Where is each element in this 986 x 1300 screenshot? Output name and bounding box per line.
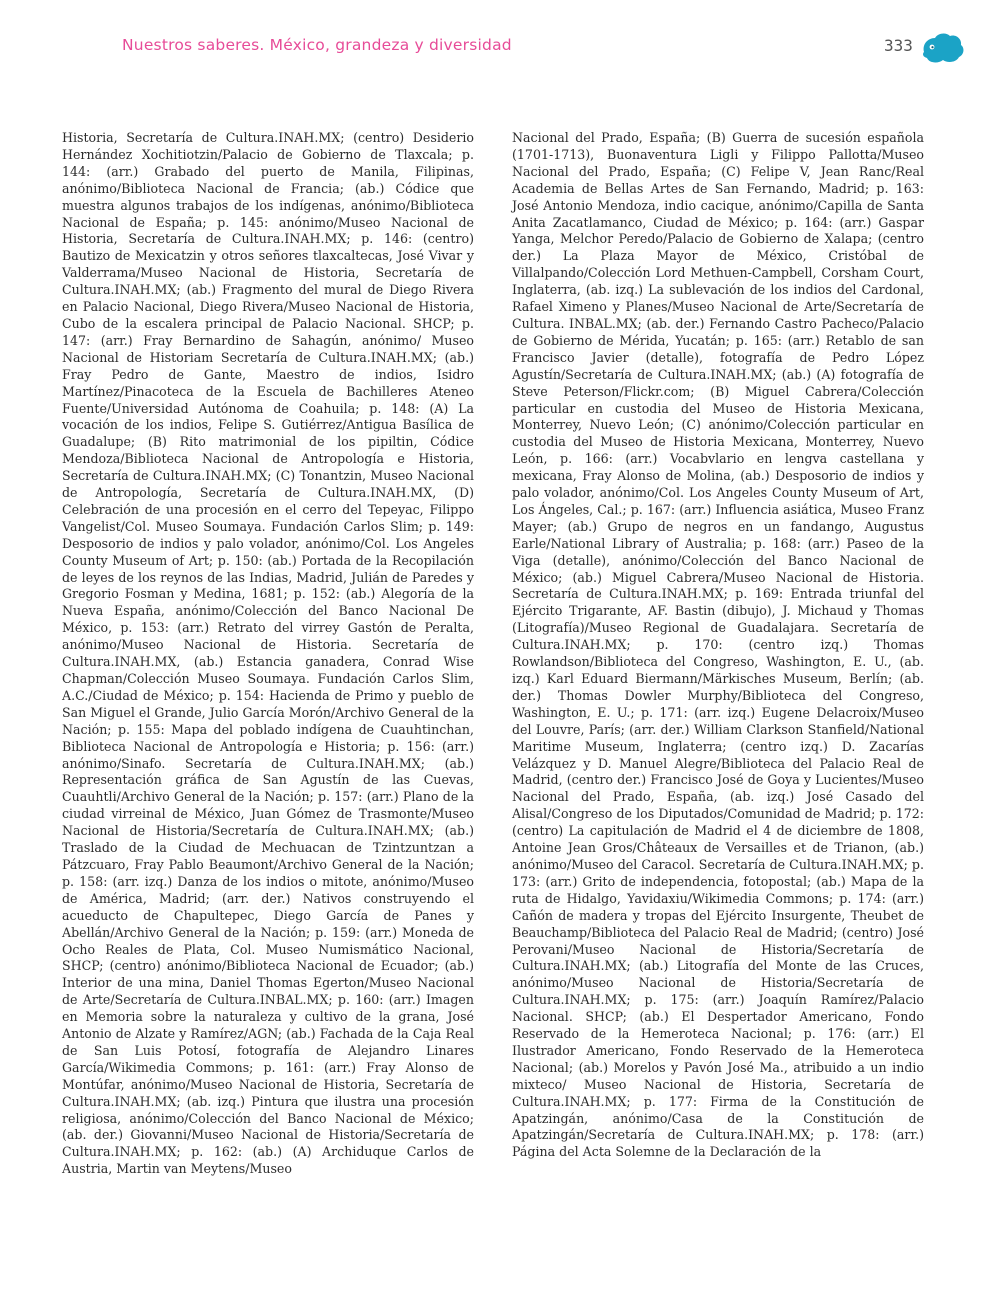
left-credits-column <box>62 130 474 1178</box>
right-credits-column <box>512 130 924 1161</box>
page-number: 333 <box>884 36 913 55</box>
blue-blob-icon <box>918 30 966 66</box>
running-header-title: Nuestros saberes. México, grandeza y diversidad <box>122 36 512 54</box>
left-credits-text: Historia, Secretaría de Cultura.INAH.MX; (centro) Desiderio Hernández Xochitiotzin/Palacio de Gobierno de Tlaxcala; p. 144: (arr.) Grabado del puerto de Manila, Filipinas, anónimo/Biblioteca Nacional de Francia; (ab.) Códice que muestra algunos trabajos de los indígenas, anónimo/Biblioteca Nacional de España; p. 145: anónimo/Museo Nacional de Historia, Secretaría de Cultura.INAH.MX; p. 146: (centro) Bautizo de Mexicatzin y otros señores tlaxcaltecas, José Vivar y Valderrama/Museo Nacional de Historia, Secretaría de Cultura.INAH.MX; (ab.) Fragmento del mural de Diego Rivera en Palacio Nacional, Diego Rivera/Museo Nacional de Historia, Cubo de la escalera principal de Palacio Nacional. SHCP; p. 147: (arr.) Fray Bernardino de Sahagún, anónimo/ Museo Nacional de Historiam Secretaría de Cultura.INAH.MX; (ab.) Fray Pedro de Gante, Maestro de indios, Isidro Martínez/Pinacoteca de la Escuela de Bachilleres Ateneo Fuente/Universidad Autónoma de Coahuila; p. 148: (A) La vocación de los indios, Felipe S. Gutiérrez/Antigua Basílica de Guadalupe; (B) Rito matrimonial de los pipiltin, Códice Mendoza/Biblioteca Nacional de Antropología e Historia, Secretaría de Cultura.INAH.MX; (C) Tonantzin, Museo Nacional de Antropología, Secretaría de Cultura.INAH.MX, (D) Celebración de una procesión en el cerro del Tepeyac, Filippo Vangelist/Col. Museo Soumaya. Fundación Carlos Slim; p. 149: Desposorio de indios y palo volador, anónimo/Col. Los Angeles County Museum of Art; p. 150: (ab.) Portada de la Recopilación de leyes de los reynos de las Indias, Madrid, Julián de Paredes y Gregorio Fosman y Medina, 1681; p. 152: (ab.) Alegoría de la Nueva España, anónimo/Colección del Banco Nacional De México, p. 153: (arr.) Retrato del virrey Gastón de Peralta, anónimo/Museo Nacional de Historia. Secretaría de Cultura.INAH.MX, (ab.) Estancia ganadera, Conrad Wise Chapman/Colección Museo Soumaya. Fundación Carlos Slim, A.C./Ciudad de México; p. 154: Hacienda de Primo y pueblo de San Miguel el Grande, Julio García Morón/Archivo General de la Nación; p. 155: Mapa del poblado indígena de Cuauhtinchan, Biblioteca Nacional de Antropología e Historia; p. 156: (arr.) anónimo/Sinafo. Secretaría de Cultura.INAH.MX; (ab.) Representación gráfica de San Agustín de las Cuevas, Cuauhtli/Archivo General de la Nación; p. 157: (arr.) Plano de la ciudad virreinal de México, Juan Gómez de Trasmonte/Museo Nacional de Historia/Secretaría de Cultura.INAH.MX; (ab.) Traslado de la Ciudad de Mechuacan de Tzintzuntzan a Pátzcuaro, Fray Pablo Beaumont/Archivo General de la Nación; p. 158: (arr. izq.) Danza de los indios o mitote, anónimo/Museo de América, Madrid; (arr. der.) Nativos construyendo el acueducto de Chapultepec, Diego García de Panes y Abellán/Archivo General de la Nación; p. 159: (arr.) Moneda de Ocho Reales de Plata, Col. Museo Numismático Nacional, SHCP; (centro) anónimo/Biblioteca Nacional de Ecuador; (ab.) Interior de una mina, Daniel Thomas Egerton/Museo Nacional de Arte/Secretaría de Cultura.INBAL.MX; p. 160: (arr.) Imagen en Memoria sobre la naturaleza y cultivo de la grana, José Antonio de Alzate y Ramírez/AGN; (ab.) Fachada de la Caja Real de San Luis Potosí, fotografía de Alejandro Linares García/Wikimedia Commons; p. 161: (arr.) Fray Alonso de Montúfar, anónimo/Museo Nacional de Historia, Secretaría de Cultura.INAH.MX; (ab. izq.) Pintura que ilustra una procesión religiosa, anónimo/Colección del Banco Nacional de México; (ab. der.) Giovanni/Museo Nacional de Historia/Secretaría de Cultura.INAH.MX; p. 162: (ab.) (A) Archiduque Carlos de Austria, Martin van Meytens/Museo <box>62 130 474 1177</box>
right-credits-text: Nacional del Prado, España; (B) Guerra de sucesión española (1701-1713), Buonaventura Ligli y Filippo Pallotta/Museo Nacional del Prado, España; (C) Felipe V, Jean Ranc/Real Academia de Bellas Artes de San Fernando, Madrid; p. 163: José Antonio Mendoza, indio cacique, anónimo/Capilla de Santa Anita Zacatlamanco, Ciudad de México; p. 164: (arr.) Gaspar Yanga, Melchor Peredo/Palacio de Gobierno de Xalapa; (centro der.) La Plaza Mayor de México, Cristóbal de Villalpando/Colección Lord Methuen-Campbell, Corsham Court, Inglaterra, (ab. izq.) La sublevación de los indios del Cardonal, Rafael Ximeno y Planes/Museo Nacional de Arte/Secretaría de Cultura. INBAL.MX; (ab. der.) Fernando Castro Pacheco/Palacio de Gobierno de Mérida, Yucatán; p. 165: (arr.) Retablo de san Francisco Javier (detalle), fotografía de Pedro López Agustín/Secretaría de Cultura.INAH.MX; (ab.) (A) fotografía de Steve Peterson/Flickr.com; (B) Miguel Cabrera/Colección particular en custodia del Museo de Historia Mexicana, Monterrey, Nuevo León; (C) anónimo/Colección particular en custodia del Museo de Historia Mexicana, Monterrey, Nuevo León, p. 166: (arr.) Vocabvlario en lengva castellana y mexicana, Fray Alonso de Molina, (ab.) Desposorio de indios y palo volador, anónimo/Col. Los Angeles County Museum of Art, Los Ángeles, Cal.; p. 167: (arr.) Influencia asiática, Museo Franz Mayer; (ab.) Grupo de negros en un fandango, Augustus Earle/National Library of Australia; p. 168: (arr.) Paseo de la Viga (detalle), anónimo/Colección del Banco Nacional de México; (ab.) Miguel Cabrera/Museo Nacional de Historia. Secretaría de Cultura.INAH.MX; p. 169: Entrada triunfal del Ejército Trigarante, AF. Bastin (dibujo), J. Michaud y Thomas (Litografía)/Museo Regional de Guadalajara. Secretaría de Cultura.INAH.MX; p. 170: (centro izq.) Thomas Rowlandson/Biblioteca del Congreso, Washington, E. U., (ab. izq.) Karl Eduard Biermann/Märkisches Museum, Berlín; (ab. der.) Thomas Dowler Murphy/Biblioteca del Congreso, Washington, E. U.; p. 171: (arr. izq.) Eugene Delacroix/Museo del Louvre, París; (arr. der.) William Clarkson Stanfield/National Maritime Museum, Inglaterra; (centro izq.) D. Zacarías Velázquez y D. Manuel Alegre/Biblioteca del Palacio Real de Madrid, (centro der.) Francisco José de Goya y Lucientes/Museo Nacional del Prado, España, (ab. izq.) José Casado del Alisal/Congreso de los Diputados/Comunidad de Madrid; p. 172: (centro) La capitulación de Madrid el 4 de diciembre de 1808, Antoine Jean Gros/Châteaux de Versailles et de Trianon, (ab.) anónimo/Museo del Caracol. Secretaría de Cultura.INAH.MX; p. 173: (arr.) Grito de independencia, fotopostal; (ab.) Mapa de la ruta de Hidalgo, Yavidaxiu/Wikimedia Commons; p. 174: (arr.) Cañón de madera y tropas del Ejército Insurgente, Theubet de Beauchamp/Biblioteca del Palacio Real de Madrid; (centro) José Perovani/Museo Nacional de Historia/Secretaría de Cultura.INAH.MX; (ab.) Litografía del Monte de las Cruces, anónimo/Museo Nacional de Historia/Secretaría de Cultura.INAH.MX; p. 175: (arr.) Joaquín Ramírez/Palacio Nacional. SHCP; (ab.) El Despertador Americano, Fondo Reservado de la Hemeroteca Nacional; p. 176: (arr.) El Ilustrador Americano, Fondo Reservado de la Hemeroteca Nacional; (ab.) Morelos y Pavón José Ma., atribuido a un indio mixteco/ Museo Nacional de Historia, Secretaría de Cultura.INAH.MX; p. 177: Firma de la Constitución de Apatzingán, anónimo/Casa de la Constitución de Apatzingán/Secretaría de Cultura.INAH.MX; p. 178: (arr.) Página del Acta Solemne de la Declaración de la <box>512 130 924 1160</box>
